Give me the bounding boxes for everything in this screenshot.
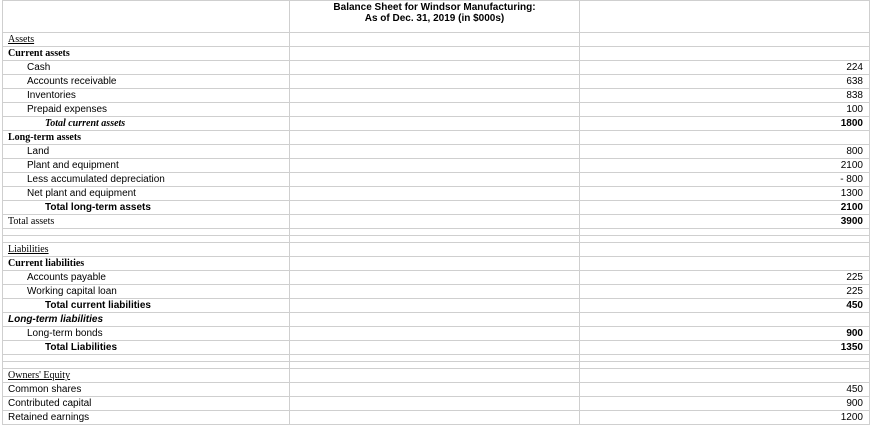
table-row xyxy=(2,201,870,215)
row-label: Accounts receivable xyxy=(2,75,290,89)
row-value: 800 xyxy=(580,145,870,159)
row-value: 1300 xyxy=(580,187,870,201)
row-value: 2100 xyxy=(580,159,870,173)
spacer-row xyxy=(2,355,870,362)
row-label: Long-term bonds xyxy=(2,327,290,341)
total-value: 1350 xyxy=(580,341,870,355)
subheading-long-term-assets: Long-term assets xyxy=(2,131,290,145)
total-value: 1800 xyxy=(580,117,870,131)
table-row xyxy=(2,187,870,201)
table-row xyxy=(2,243,870,257)
table-row xyxy=(2,369,870,383)
row-value: 450 xyxy=(580,383,870,397)
table-row xyxy=(2,285,870,299)
title-line-1: Balance Sheet for Windsor Manufacturing: xyxy=(333,2,536,13)
table-row xyxy=(2,145,870,159)
row-label: Common shares xyxy=(2,383,290,397)
section-heading-liabilities: Liabilities xyxy=(2,243,290,257)
row-value: 638 xyxy=(580,75,870,89)
row-value: 900 xyxy=(580,397,870,411)
balance-sheet-table xyxy=(2,0,870,425)
spacer-row xyxy=(2,362,870,369)
table-row xyxy=(2,411,870,425)
row-label: Contributed capital xyxy=(2,397,290,411)
row-label: Retained earnings xyxy=(2,411,290,425)
table-row xyxy=(2,299,870,313)
row-label: Less accumulated depreciation xyxy=(2,173,290,187)
table-row xyxy=(2,383,870,397)
table-row xyxy=(2,117,870,131)
row-label: Working capital loan xyxy=(2,285,290,299)
row-value: 225 xyxy=(580,271,870,285)
row-label: Accounts payable xyxy=(2,271,290,285)
spacer-row xyxy=(2,236,870,243)
row-value: 1200 xyxy=(580,411,870,425)
table-row xyxy=(2,215,870,229)
row-label: Cash xyxy=(2,61,290,75)
title-row xyxy=(2,1,870,33)
subheading-current-assets: Current assets xyxy=(2,47,290,61)
table-row xyxy=(2,313,870,327)
total-label: Total long-term assets xyxy=(2,201,290,215)
total-label: Total current liabilities xyxy=(2,299,290,313)
section-heading-owners-equity: Owners' Equity xyxy=(2,369,290,383)
total-value: 450 xyxy=(580,299,870,313)
row-value: 900 xyxy=(580,327,870,341)
table-row xyxy=(2,341,870,355)
row-label: Land xyxy=(2,145,290,159)
subheading-current-liabilities: Current liabilities xyxy=(2,257,290,271)
table-row xyxy=(2,61,870,75)
row-label: Inventories xyxy=(2,89,290,103)
table-row xyxy=(2,257,870,271)
table-row xyxy=(2,75,870,89)
spacer-row xyxy=(2,229,870,236)
table-row xyxy=(2,103,870,117)
table-row xyxy=(2,397,870,411)
row-value: 224 xyxy=(580,61,870,75)
table-row xyxy=(2,89,870,103)
section-heading-assets: Assets xyxy=(2,33,290,47)
table-row xyxy=(2,159,870,173)
subheading-long-term-liabilities: Long-term liabilities xyxy=(2,313,290,327)
table-row xyxy=(2,131,870,145)
row-label: Net plant and equipment xyxy=(2,187,290,201)
title-cell-right xyxy=(580,1,870,33)
total-assets-value: 3900 xyxy=(580,215,870,229)
total-label: Total Liabilities xyxy=(2,341,290,355)
row-label: Plant and equipment xyxy=(2,159,290,173)
row-value: 100 xyxy=(580,103,870,117)
total-assets-label: Total assets xyxy=(2,215,290,229)
total-value: 2100 xyxy=(580,201,870,215)
total-label: Total current assets xyxy=(2,117,290,131)
table-row xyxy=(2,173,870,187)
row-value: - 800 xyxy=(580,173,870,187)
row-value: 225 xyxy=(580,285,870,299)
title-line-2: As of Dec. 31, 2019 (in $000s) xyxy=(364,13,505,24)
table-row xyxy=(2,33,870,47)
row-label: Prepaid expenses xyxy=(2,103,290,117)
table-row xyxy=(2,47,870,61)
table-row xyxy=(2,271,870,285)
table-row xyxy=(2,327,870,341)
sheet-title xyxy=(290,1,580,33)
title-cell-left xyxy=(2,1,290,33)
row-value: 838 xyxy=(580,89,870,103)
